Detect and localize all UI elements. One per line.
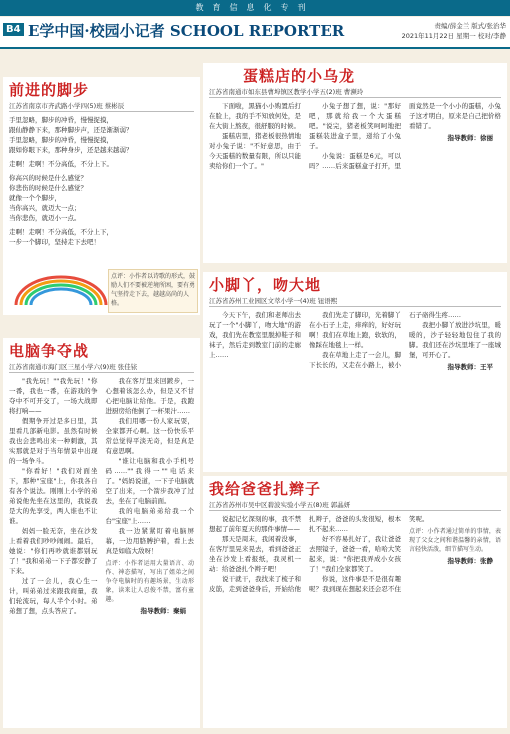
poem-line: 走啊！走啊！不分高低，不分上下， bbox=[9, 228, 113, 236]
paragraph: 过了一会儿，我心生一计，叫弟弟过来跟我商量，我们轮流玩，每人半个小时。弟弟想了想，点头答应了。 bbox=[9, 577, 98, 615]
paragraph: 下面啦，黑猫小小购置后打在脸上，我的手不知放何处，是在大街上熬夜，很舒服的时候。 bbox=[209, 102, 301, 130]
poem-line: 跟如你眼下来，那种身步，还是越来越弱？ bbox=[9, 146, 133, 154]
paragraph: "你看好！"我们对面坐下，那种"宝座"上，你我各自有各个说法。刚刚上小学的弟弟说他先坐在这里的，我说我是大的先享受，两人谁也不让谁。 bbox=[9, 467, 98, 525]
paragraph: "我先玩！""我先玩！"你一番，我也一番，在游戏的争夺中不可开交了，一场大战即将打响—— bbox=[9, 377, 98, 415]
article-byline: 江苏省南京市齐武路小学四(5)班 蔡彬辰 bbox=[9, 101, 194, 112]
article-braid-for-dad bbox=[203, 476, 507, 728]
article-comment: 点评：小作者以诗歌的形式，鼓励人们不要被逆境所困，要有勇气坚持走下去，越越高尚的人格。 bbox=[111, 273, 196, 307]
top-banner: 教育信息化专刊 bbox=[0, 0, 510, 16]
article-byline: 江苏省苏州工业园区文萃小学一(4)班 钮语熙 bbox=[209, 296, 501, 307]
paragraph: 我在客厅里来回踱步，一心想着该怎么办，但是又不甘心把电脑让给他。于是，我跑进厨房给他倒了一杯果汁…… bbox=[105, 377, 194, 415]
poem-line: 手里忽略，脚步的冲昏，慢慢捉摸， bbox=[9, 116, 113, 124]
article-body bbox=[9, 376, 194, 617]
paragraph: 假期争开过是多日里，其里看几部新电影。虽然有时候我也会悲鸣出来一种刺激，其实那就是对于当年情景中出现的一场争斗。 bbox=[9, 417, 98, 465]
poem-line: 一步一个脚印，坚持走下去吧！ bbox=[9, 238, 100, 246]
paragraph: 我的电脑弟弟给我一个台"宝座"上…… bbox=[105, 507, 194, 525]
paragraph: 今天下午，我们和老师出去玩了一个"小脚丫，吻大地"的游戏，我们先在教室里脱掉鞋子和袜子，然后走到教室门前的走廊上…… bbox=[209, 311, 301, 359]
article-title: 蛋糕店的小乌龙 bbox=[243, 67, 356, 85]
issue-date: 2021年11月22日 星期一 bbox=[401, 32, 476, 40]
article-title: 小脚丫，吻大地 bbox=[209, 276, 322, 294]
rainbow-illustration bbox=[11, 275, 111, 305]
article-title: 前进的脚步 bbox=[9, 81, 90, 99]
poem-line: 就像一个个脚步， bbox=[9, 194, 61, 202]
masthead bbox=[0, 17, 510, 49]
paragraph: 我们先走了脚印，光着脚丫在小石子上走，痒痒的，好好玩啊！我们在草地上跑，软软的，像踩在地毯上一样。 bbox=[309, 311, 401, 349]
article-title: 电脑争夺战 bbox=[9, 342, 90, 360]
article-comment: 点评：小作者通过简单的事情，表现了父女之间和谐温馨的亲情，语言轻快活泼，细节描写生动。 bbox=[409, 528, 501, 553]
article-body bbox=[209, 310, 501, 372]
paragraph: 说起记忆深刻的事，我不禁想起了前年夏天的那件事情—— bbox=[209, 515, 301, 533]
mentor: 指导教师：张静 bbox=[447, 557, 493, 565]
article-byline: 江苏省南通市如东县曹埠镇区教学小学五(2)班 曹濒玲 bbox=[209, 87, 501, 98]
poem-line: 当你悲伤，就迈小一点。 bbox=[9, 214, 81, 222]
paragraph: 小兔子想了想，说："那好吧，那就给我一个大蛋糕吧。"说完，猪老板笑呵呵地把蛋糕装进盒子里，递给了小兔子。 bbox=[309, 102, 401, 150]
mentor: 指导教师：秦娟 bbox=[140, 607, 186, 615]
poem-line: 你悲伤的时候是什么感觉？ bbox=[9, 184, 87, 192]
article-little-feet bbox=[203, 272, 507, 472]
editor: 责编/薛金兰 bbox=[434, 22, 470, 30]
paragraph: 我把小脚丫放进沙坑里，暖暖的，沙子轻轻地包住了我的脚。我们还在沙坑里堆了一座城堡，可开心了。 bbox=[409, 321, 501, 359]
page-number: B4 bbox=[3, 23, 24, 36]
poem-line: 你高兴的时候是什么感觉？ bbox=[9, 174, 87, 182]
article-body bbox=[209, 101, 501, 171]
paragraph: 你说，这件事是不是很有趣呢？我到现在想起来还会忍不住笑呢。 bbox=[309, 515, 429, 593]
masthead-meta bbox=[402, 21, 506, 41]
poem-line: 手里忽略，脚步的冲昏，慢慢捉摸， bbox=[9, 136, 113, 144]
paragraph: 说干就干，我找来了梳子和皮筋，走到爸爸身后，开始给他扎辫子，爸爸的头发很短，根本扎不起来…… bbox=[209, 515, 401, 593]
paragraph: 妈妈一脸无奈，坐在沙发上看着我们吵吵闹闹。最后，她说："你们再吵就谁都别玩了！"我和弟弟一下子都安静了下来。 bbox=[9, 527, 98, 575]
article-byline: 江苏省南通市海门区三星小学六(9)班 张佳铱 bbox=[9, 362, 194, 373]
article-cake-shop bbox=[203, 63, 507, 263]
paragraph: 我一边紧紧盯着电脑屏幕，一边用胳膊护着，看上去真是如临大敌呀！ bbox=[105, 527, 194, 555]
designer: 版式/张治华 bbox=[471, 22, 506, 30]
article-title: 我给爸爸扎辫子 bbox=[209, 480, 322, 498]
article-body bbox=[209, 514, 501, 594]
paragraph: 小兔说：蛋糕是6元，可以吗？……后来蛋糕盒子打开，里面竟然是一个小小的蛋糕，小兔子这才明白，原来是自己把价格看错了。 bbox=[309, 102, 501, 170]
section-title: E学中国·校园小记者 SCHOOL REPORTER bbox=[28, 22, 345, 40]
paragraph: 那天是周末，我闲着没事，在客厅里晃来晃去，看到爸爸正坐在沙发上看报纸，我灵机一动：给爸爸扎个辫子吧！ bbox=[209, 535, 301, 573]
article-comment: 点评：小作者运用大量语言、动作、神态描写，写出了姐弟之间争夺电脑时的有趣场景，生动形象，读来让人忍俊不禁，富有童趣。 bbox=[105, 560, 194, 603]
article-forward-steps bbox=[3, 77, 200, 315]
article-byline: 江苏省苏州市吴中区碧波实验小学五(8)班 郭晶妍 bbox=[209, 500, 501, 511]
article-computer-battle bbox=[3, 338, 200, 728]
comment-box bbox=[108, 269, 198, 313]
poem-line: 当你高兴，就迈大一点； bbox=[9, 204, 81, 212]
paragraph: 我在草地上走了一会儿，脚下长长的，又走在小路上，被小石子硌得生疼…… bbox=[309, 311, 461, 369]
mentor: 指导教师：王平 bbox=[447, 363, 493, 371]
paragraph: 蛋糕店里，猪老板很热情地对小兔子说："不好意思，由于今天蛋糕的数量有限，所以只能卖给你们一个了。" bbox=[209, 132, 301, 170]
poem-line: 跟仙静静下来，那种脚步声，还是渐渐弱？ bbox=[9, 126, 133, 134]
paragraph: 我们用哪一份人家玩耍，全家都开心啊。这一份快乐平常总觉得平淡无奇，但是真是有意思啊。 bbox=[105, 417, 194, 455]
proofreader: 校对/李静 bbox=[477, 32, 506, 40]
paragraph: 好不容易扎好了，我让爸爸去照镜子，爸爸一看，哈哈大笑起来，说："你把我弄成小女孩了！"我们全家都笑了。 bbox=[309, 535, 401, 573]
poem-body bbox=[9, 115, 194, 247]
paragraph: "谁让电脑和我小手机号码……""我得一""电话来了。"妈妈说道，一下子电脑就空了出来，一个箭步我冲了过去，坐在了电脑前面。 bbox=[105, 457, 194, 505]
mentor: 指导教师：徐丽 bbox=[447, 134, 493, 142]
poem-line: 走啊！走啊！不分高低，不分上下。 bbox=[9, 160, 113, 168]
